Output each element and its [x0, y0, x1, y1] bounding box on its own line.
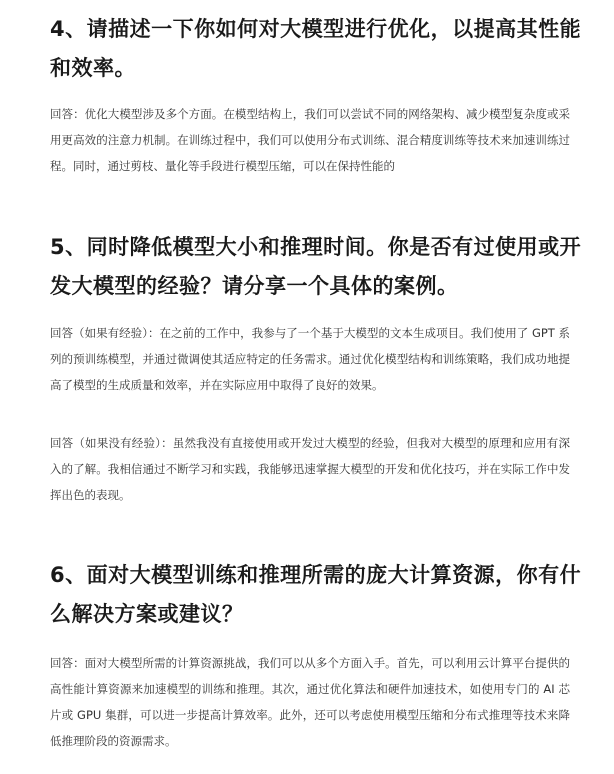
- section-5-answer-without-experience: 回答（如果没有经验）：虽然我没有直接使用或开发过大模型的经验，但我对大模型的原理和应用有深入的了解。我相信通过不断学习和实践，我能够迅速掌握大模型的开发和优化技巧，并在实际工作中发挥出色的表现。: [50, 436, 570, 502]
- section-5-answer-with-experience: 回答（如果有经验）：在之前的工作中，我参与了一个基于大模型的文本生成项目。我们使用了 GPT 系列的预训练模型，并通过微调使其适应特定的任务需求。通过优化模型结构和训练策略，我们成功地提高了模型的生成质量和效率，并在实际应用中取得了良好的效果。: [50, 326, 570, 392]
- section-6-answer: 回答：面对大模型所需的计算资源挑战，我们可以从多个方面入手。首先，可以利用云计算平台提供的高性能计算资源来加速模型的训练和推理。其次，通过优化算法和硬件加速技术，如使用专门的 AI 芯片或 GPU 集群，可以进一步提高计算效率。此外，还可以考虑使用模型压缩和分布式推理等技术来降低推理阶段的资源需求。: [50, 656, 570, 748]
- section-6-heading: 6、面对大模型训练和推理所需的庞大计算资源，你有什么解决方案或建议？: [50, 563, 582, 626]
- section-4-heading: 4、请描述一下你如何对大模型进行优化，以提高其性能和效率。: [50, 17, 582, 80]
- section-5-heading: 5、同时降低模型大小和推理时间。你是否有过使用或开发大模型的经验？请分享一个具体的案例。: [50, 235, 582, 298]
- section-4-answer: 回答：优化大模型涉及多个方面。在模型结构上，我们可以尝试不同的网络架构、减少模型复杂度或采用更高效的注意力机制。在训练过程中，我们可以使用分布式训练、混合精度训练等技术来加速训练过程。同时，通过剪枝、量化等手段进行模型压缩，可以在保持性能的: [50, 107, 570, 173]
